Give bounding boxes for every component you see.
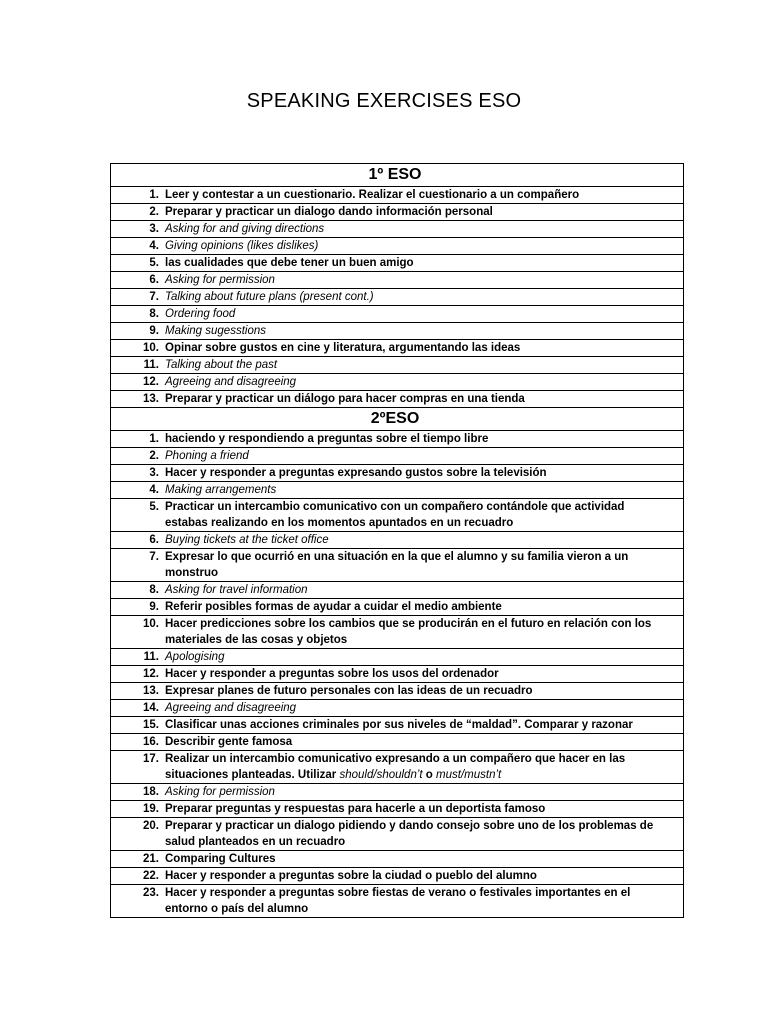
section-heading: 1º ESO [111,164,684,187]
exercise-text: Asking for permission [165,786,275,798]
exercise-cell [111,885,684,918]
exercise-row [111,851,684,868]
exercise-cell [111,666,684,683]
exercise-number: 10. [143,618,159,630]
exercise-number: 1. [149,189,159,201]
exercise-number: 1. [149,433,159,445]
exercise-text: Clasificar unas acciones criminales por sus niveles de “maldad”. Comparar y razonar [165,719,633,731]
exercise-cell [111,255,684,272]
exercise-number: 7. [149,291,159,303]
exercise-row [111,340,684,357]
exercise-cell [111,734,684,751]
exercise-cell [111,801,684,818]
exercise-cell [111,868,684,885]
exercise-number: 19. [143,803,159,815]
exercise-text: Making arrangements [165,484,277,496]
exercise-number: 7. [149,551,159,563]
exercise-cell [111,649,684,666]
section-header-row [111,164,684,187]
exercise-cell [111,323,684,340]
exercise-row [111,255,684,272]
exercise-number: 3. [149,223,159,235]
exercise-text: Describir gente famosa [165,736,293,748]
exercise-text: Agreeing and disagreeing [165,702,297,714]
exercise-cell [111,851,684,868]
exercise-text: Phoning a friend [165,450,249,462]
exercise-cell [111,238,684,255]
exercise-number: 12. [143,376,159,388]
exercise-text: Talking about the past [165,359,278,371]
exercise-cell [111,599,684,616]
exercise-text: Talking about future plans (present cont.) [165,291,374,303]
exercise-row [111,885,684,918]
section-header-row [111,408,684,431]
exercise-cell [111,482,684,499]
exercise-cell [111,683,684,700]
exercise-cell [111,187,684,204]
exercise-text [165,751,665,783]
exercise-cell [111,391,684,408]
exercise-cell [111,272,684,289]
exercise-cell [111,499,684,532]
exercise-row [111,582,684,599]
exercise-text: Asking for travel information [165,584,308,596]
exercise-number: 18. [143,786,159,798]
exercise-number: 9. [149,325,159,337]
exercise-text: Expresar planes de futuro personales con las ideas de un recuadro [165,685,533,697]
exercise-row [111,868,684,885]
exercises-table [110,163,684,918]
exercise-cell [111,289,684,306]
exercise-text: Apologising [165,651,225,663]
exercise-cell [111,616,684,649]
exercise-number: 2. [149,206,159,218]
exercise-cell [111,582,684,599]
exercise-row [111,448,684,465]
exercise-text: Preparar y practicar un dialogo pidiendo y dando consejo sobre uno de los problemas de salud planteados en un recuadro [165,820,654,848]
exercise-row [111,272,684,289]
exercise-number: 17. [143,753,159,765]
exercise-number: 5. [149,257,159,269]
exercise-row [111,549,684,582]
exercise-row [111,717,684,734]
exercise-text: Referir posibles formas de ayudar a cuidar el medio ambiente [165,601,502,613]
exercise-text: Agreeing and disagreeing [165,376,297,388]
exercise-number: 3. [149,467,159,479]
exercise-number: 2. [149,450,159,462]
exercise-row [111,818,684,851]
exercise-text: Preparar y practicar un dialogo dando información personal [165,206,493,218]
exercise-row [111,238,684,255]
exercise-row [111,700,684,717]
exercise-row [111,187,684,204]
exercise-cell [111,700,684,717]
exercise-cell [111,717,684,734]
document-title: SPEAKING EXERCISES ESO [246,90,522,112]
exercise-row [111,683,684,700]
exercise-number: 5. [149,501,159,513]
exercise-text: Comparing Cultures [165,853,276,865]
exercise-cell [111,448,684,465]
exercise-cell [111,204,684,221]
exercise-text: Leer y contestar a un cuestionario. Realizar el cuestionario a un compañero [165,189,580,201]
exercise-row [111,306,684,323]
section-heading: 2ºESO [111,408,684,431]
exercise-text: Preparar y practicar un diálogo para hacer compras en una tienda [165,393,525,405]
exercise-row [111,204,684,221]
exercise-cell [111,431,684,448]
exercise-number: 10. [143,342,159,354]
exercise-cell [111,340,684,357]
exercise-row [111,784,684,801]
exercise-row [111,482,684,499]
exercise-cell [111,221,684,238]
exercise-row [111,666,684,683]
exercise-text: Preparar preguntas y respuestas para hacerle a un deportista famoso [165,803,546,815]
exercise-text: Practicar un intercambio comunicativo con un compañero contándole que actividad estabas realizando en los momentos apuntados en un recuadro [165,501,625,529]
exercise-number: 13. [143,393,159,405]
exercise-row [111,465,684,482]
exercise-number: 9. [149,601,159,613]
exercise-text: Making sugesstions [165,325,266,337]
exercise-cell [111,818,684,851]
exercise-text-part: Realizar un intercambio comunicativo expresando a un compañero que hacer en las situaciones planteadas. Utilizar [165,753,626,781]
exercise-number: 14. [143,702,159,714]
exercise-text-part: must/mustn’t [436,769,502,781]
exercise-number: 21. [143,853,159,865]
exercise-cell [111,784,684,801]
exercise-row [111,801,684,818]
exercise-number: 12. [143,668,159,680]
exercise-text: Asking for and giving directions [165,223,325,235]
exercise-number: 20. [143,820,159,832]
exercise-text: Hacer predicciones sobre los cambios que se producirán en el futuro en relación con los materiales de las cosas y objetos [165,618,652,646]
exercise-row [111,357,684,374]
exercise-number: 6. [149,274,159,286]
exercise-text: Hacer y responder a preguntas sobre la ciudad o pueblo del alumno [165,870,537,882]
exercise-number: 4. [149,240,159,252]
exercise-number: 4. [149,484,159,496]
exercise-row [111,599,684,616]
exercise-row [111,499,684,532]
exercise-text: Hacer y responder a preguntas sobre fiestas de verano o festivales importantes en el entorno o país del alumno [165,887,631,915]
exercise-text: Hacer y responder a preguntas expresando gustos sobre la televisión [165,467,547,479]
exercise-number: 8. [149,308,159,320]
exercise-text: Asking for permission [165,274,275,286]
exercise-cell [111,306,684,323]
exercise-cell [111,549,684,582]
exercise-cell [111,357,684,374]
exercise-number: 22. [143,870,159,882]
exercise-row [111,374,684,391]
exercise-cell [111,751,684,784]
exercise-row [111,289,684,306]
exercise-number: 8. [149,584,159,596]
exercise-cell [111,374,684,391]
exercise-text: Ordering food [165,308,236,320]
exercise-row [111,391,684,408]
exercise-row [111,751,684,784]
exercise-row [111,323,684,340]
exercise-cell [111,532,684,549]
exercise-text: Buying tickets at the ticket office [165,534,329,546]
exercise-row [111,431,684,448]
exercise-row [111,734,684,751]
exercise-text: las cualidades que debe tener un buen amigo [165,257,414,269]
exercise-number: 6. [149,534,159,546]
exercise-row [111,532,684,549]
exercise-row [111,221,684,238]
exercise-text: Hacer y responder a preguntas sobre los usos del ordenador [165,668,499,680]
exercise-text-part: should/shouldn’t [339,769,423,781]
exercise-text: Giving opinions (likes dislikes) [165,240,319,252]
exercise-number: 15. [143,719,159,731]
exercise-row [111,649,684,666]
exercise-row [111,616,684,649]
exercise-number: 11. [143,651,159,663]
exercise-text: Opinar sobre gustos en cine y literatura, argumentando las ideas [165,342,521,354]
exercise-number: 13. [143,685,159,697]
exercise-number: 11. [143,359,159,371]
exercise-cell [111,465,684,482]
exercises-table-body [111,164,684,918]
exercise-text: haciendo y respondiendo a preguntas sobre el tiempo libre [165,433,489,445]
exercise-number: 23. [143,887,159,899]
exercise-number: 16. [143,736,159,748]
exercise-text-part: o [422,769,437,781]
exercise-text: Expresar lo que ocurrió en una situación en la que el alumno y su familia vieron a un monstruo [165,551,629,579]
